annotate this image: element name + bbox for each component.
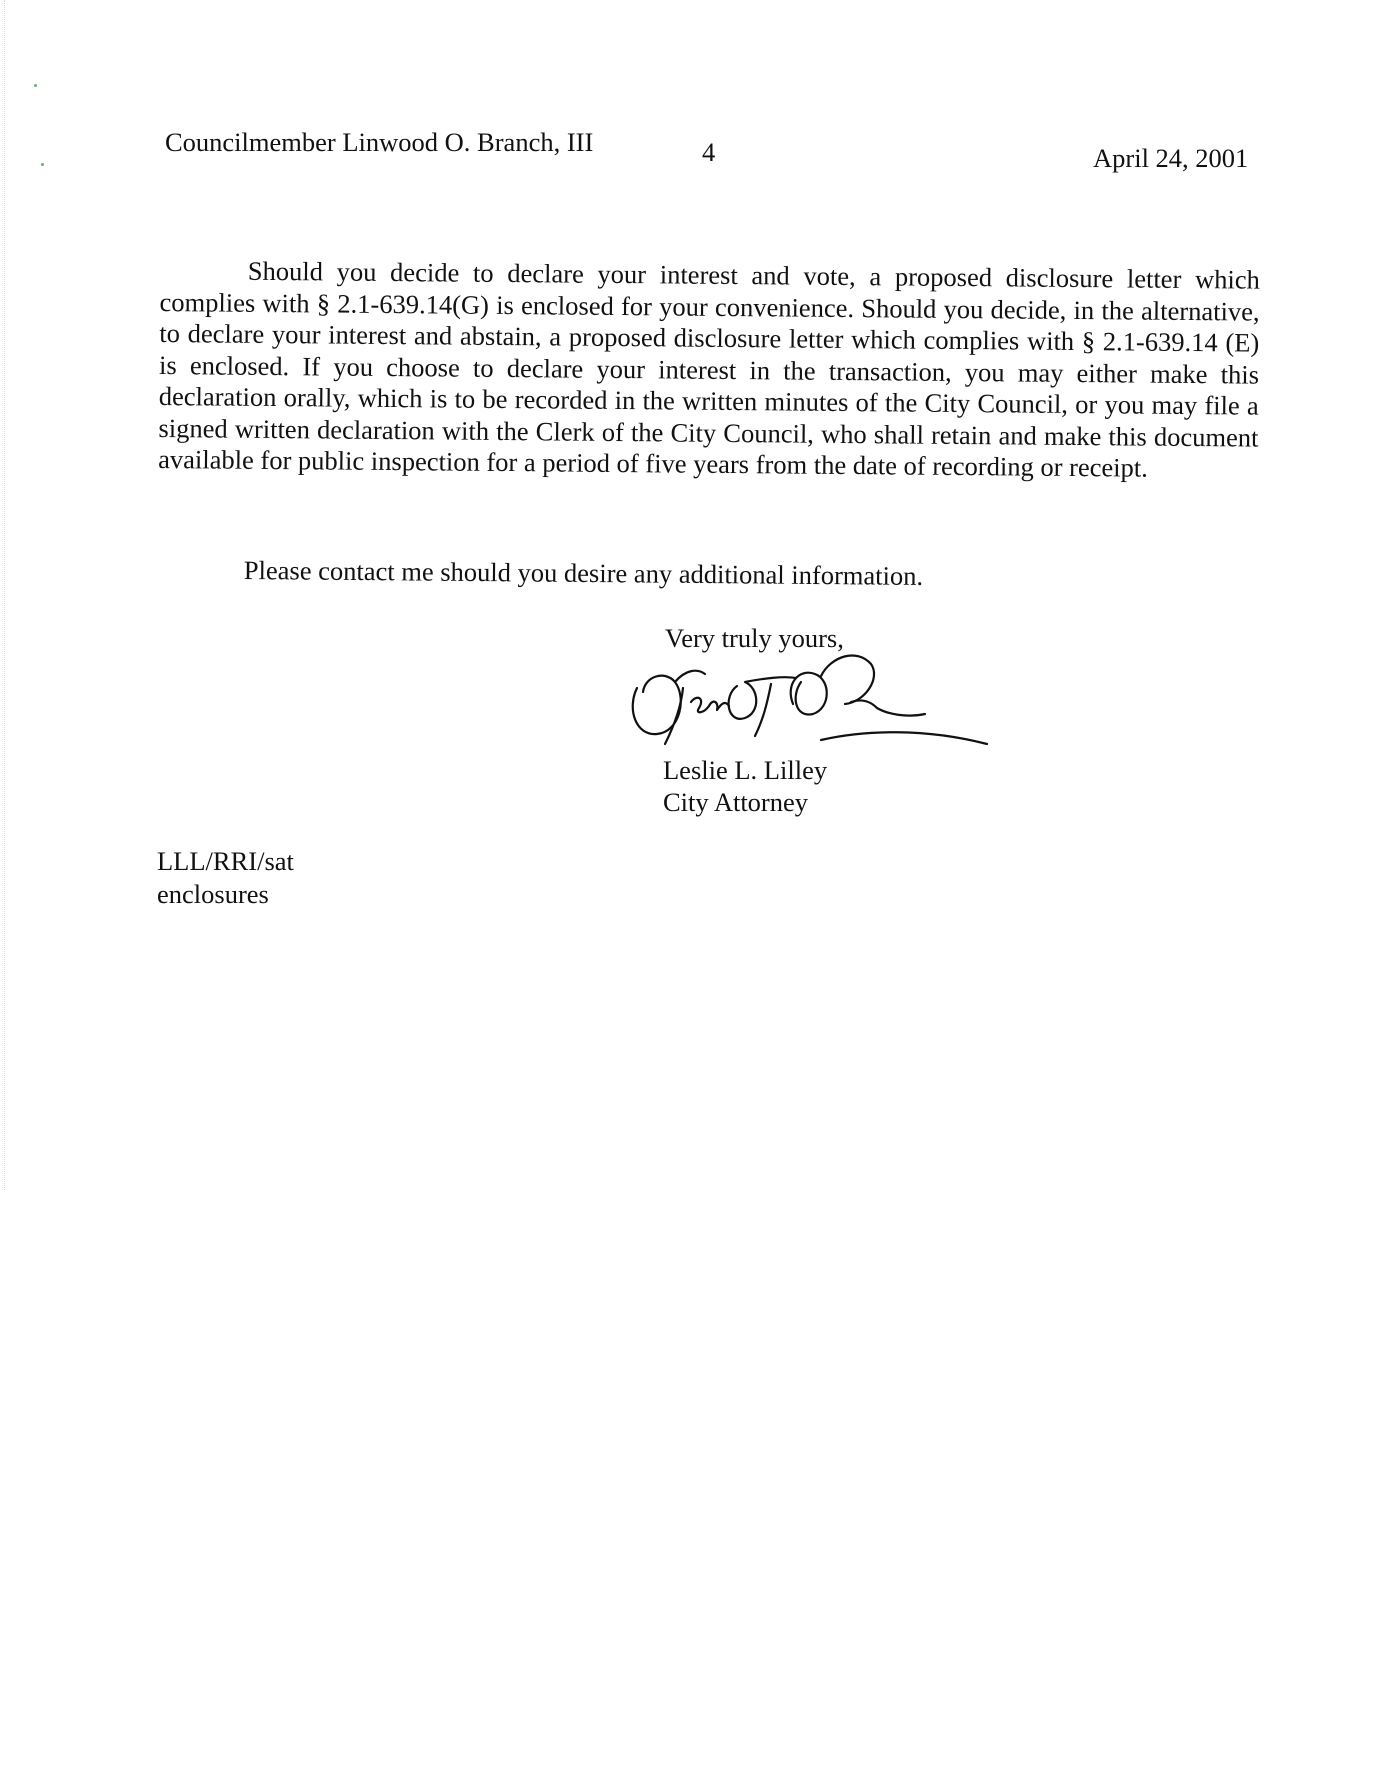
- scan-speck: [41, 163, 44, 166]
- handwritten-signature: [625, 648, 990, 750]
- closing-salutation: Very truly yours,: [665, 623, 844, 653]
- body-paragraph: [158, 255, 1260, 485]
- header-page-number: 4: [702, 137, 716, 167]
- body-paragraph-text: Should you decide to declare your interest and vote, a proposed disclosure letter which complies with § 2.1-639.14(G) is enclosed for your convenience. Should you decide, in the alternative, to declare your interest and abstain, a proposed disclosure letter which complies with § 2.1-639.14 (E) is enclosed. If you choose to declare your interest in the transaction, you may either make this declaration orally, which is to be recorded in the written minutes of the City Council, or you may file a signed written declaration with the Clerk of the City Council, who shall retain and make this document available for public inspection for a period of five years from the date of recording or receipt.: [158, 255, 1260, 483]
- scan-edge: [4, 0, 11, 1190]
- reference-initials: LLL/RRI/sat: [157, 846, 294, 876]
- scan-speck: [34, 84, 37, 87]
- header-recipient: Councilmember Linwood O. Branch, III: [165, 127, 594, 157]
- header-date: April 24, 2001: [1093, 143, 1249, 173]
- signer-name: Leslie L. Lilley: [663, 755, 828, 785]
- contact-paragraph: Please contact me should you desire any additional information.: [243, 555, 924, 591]
- enclosures-note: enclosures: [157, 879, 269, 909]
- signer-title: City Attorney: [663, 787, 809, 817]
